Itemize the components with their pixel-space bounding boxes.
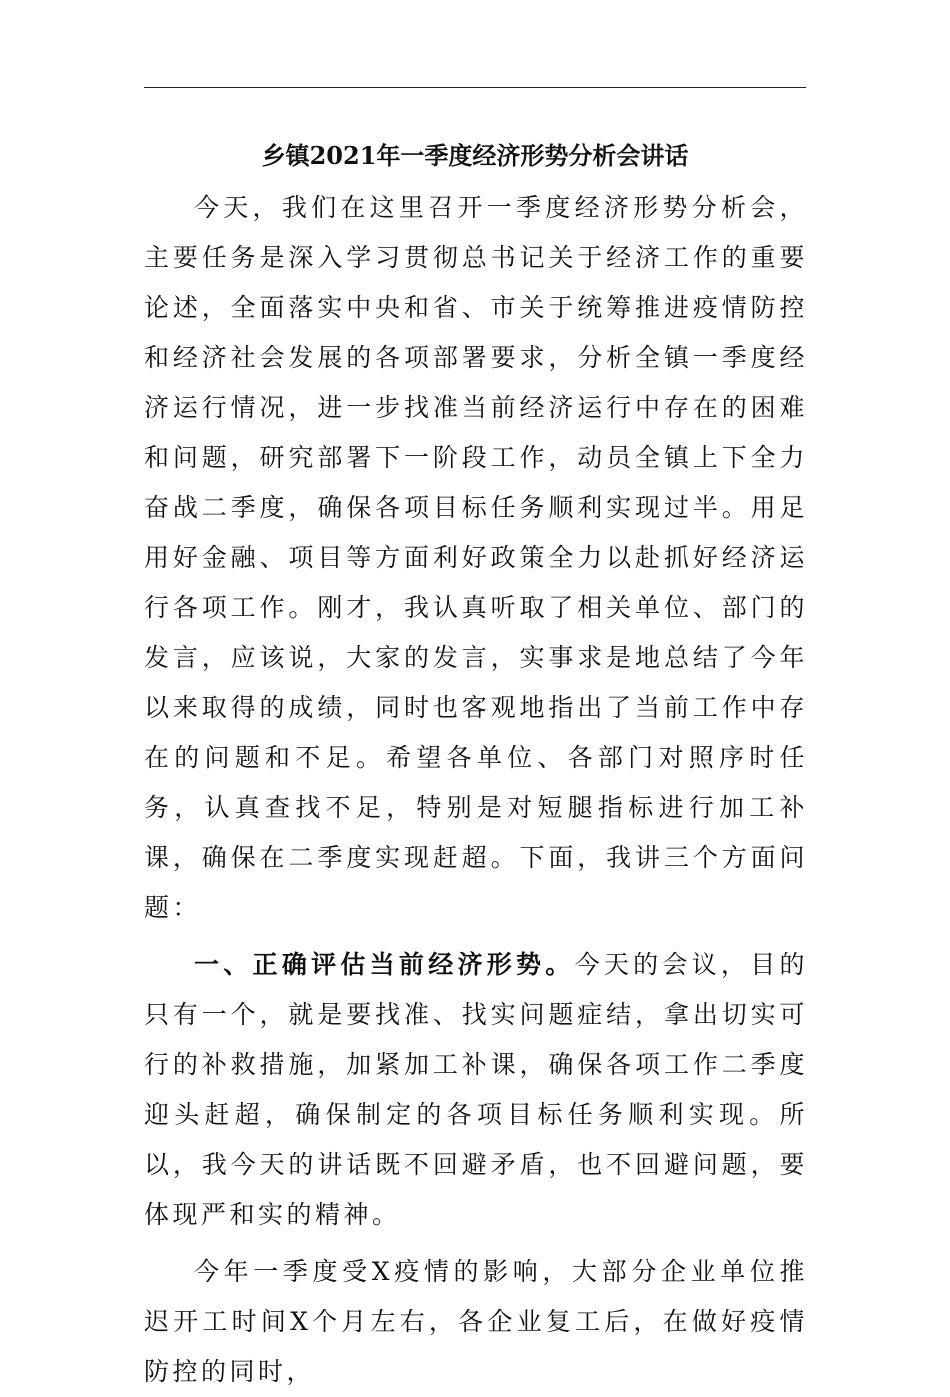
paragraph-epidemic-impact <box>144 1247 808 1397</box>
paragraph-section-one <box>144 940 808 1240</box>
document-body <box>144 183 808 1397</box>
paragraph-text: 今天，我们在这里召开一季度经济形势分析会，主要任务是深入学习贯彻总书记关于经济工作的重要论述，全面落实中央和省、市关于统筹推进疫情防控和经济社会发展的各项部署要求，分析全镇一季度经济运行情况，进一步找准当前经济运行中存在的困难和问题，研究部署下一阶段工作，动员全镇上下全力奋战二季度，确保各项目标任务顺利实现过半。用足用好金融、项目等方面利好政策全力以赴抓好经济运行各项工作。刚才，我认真听取了相关单位、部门的发言，应该说，大家的发言，实事求是地总结了今年以来取得的成绩，同时也客观地指出了当前工作中存在的问题和不足。希望各单位、各部门对照序时任务，认真查找不足，特别是对短腿指标进行加工补课，确保在二季度实现赶超。下面，我讲三个方面问题： <box>144 193 808 922</box>
paragraph-intro <box>144 183 808 933</box>
paragraph-text: 今天的会议，目的只有一个，就是要找准、找实问题症结，拿出切实可行的补救措施，加紧加工补课，确保各项工作二季度迎头赶超，确保制定的各项目标任务顺利实现。所以，我今天的讲话既不回避矛盾，也不回避问题，要体现严和实的精神。 <box>144 950 808 1229</box>
paragraph-text: 今年一季度受X疫情的影响，大部分企业单位推迟开工时间X个月左右，各企业复工后，在做好疫情防控的同时， <box>144 1257 808 1386</box>
section-heading: 一、正确评估当前经济形势。 <box>194 950 575 979</box>
document-title: 乡镇2021年一季度经济形势分析会讲话 <box>261 141 689 170</box>
header-rule <box>144 87 806 88</box>
